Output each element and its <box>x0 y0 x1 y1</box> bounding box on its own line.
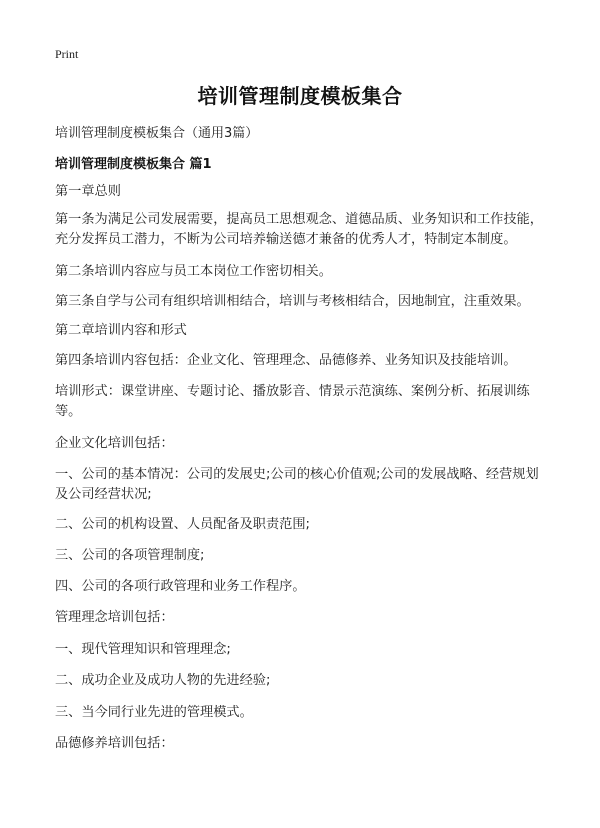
chapter-heading-content: 第二章培训内容和形式 <box>55 323 187 338</box>
culture-item-three: 三、公司的各项管理制度; <box>55 548 205 563</box>
document-title: 培训管理制度模板集合 <box>197 84 403 108</box>
corporate-culture-heading: 企业文化培训包括： <box>55 436 174 451</box>
training-format-paragraph: 培训形式：课堂讲座、专题讨论、播放影音、情景示范演练、案例分析、拓展训练等。 <box>55 384 530 419</box>
section-heading: 培训管理制度模板集合 篇1 <box>55 157 212 172</box>
management-item-one: 一、现代管理知识和管理理念; <box>55 642 231 657</box>
culture-item-four: 四、公司的各项行政管理和业务工作程序。 <box>55 579 306 594</box>
management-item-two: 二、成功企业及成功人物的先进经验; <box>55 673 271 688</box>
article-four-paragraph: 第四条培训内容包括：企业文化、管理理念、品德修养、业务知识及技能培训。 <box>55 353 517 368</box>
culture-item-one: 一、公司的基本情况：公司的发展史;公司的核心价值观;公司的发展战略、经营规划及公司经营状况; <box>55 467 539 502</box>
chapter-heading-general: 第一章总则 <box>55 184 121 199</box>
document-subtitle: 培训管理制度模板集合（通用3篇） <box>55 126 259 141</box>
management-concept-heading: 管理理念培训包括： <box>55 610 174 625</box>
article-two-paragraph: 第二条培训内容应与员工本岗位工作密切相关。 <box>55 264 332 279</box>
print-link[interactable]: Print <box>55 47 79 61</box>
management-item-three: 三、当今同行业先进的管理模式。 <box>55 705 253 720</box>
moral-cultivation-heading: 品德修养培训包括： <box>55 736 174 751</box>
article-one-paragraph: 第一条为满足公司发展需要，提高员工思想观念、道德品质、业务知识和工作技能，充分发挥员工潜力，不断为公司培养输送德才兼备的优秀人才，特制定本制度。 <box>55 212 543 247</box>
article-three-paragraph: 第三条自学与公司有组织培训相结合，培训与考核相结合，因地制宜，注重效果。 <box>55 294 530 309</box>
culture-item-two: 二、公司的机构设置、人员配备及职责范围; <box>55 517 311 532</box>
